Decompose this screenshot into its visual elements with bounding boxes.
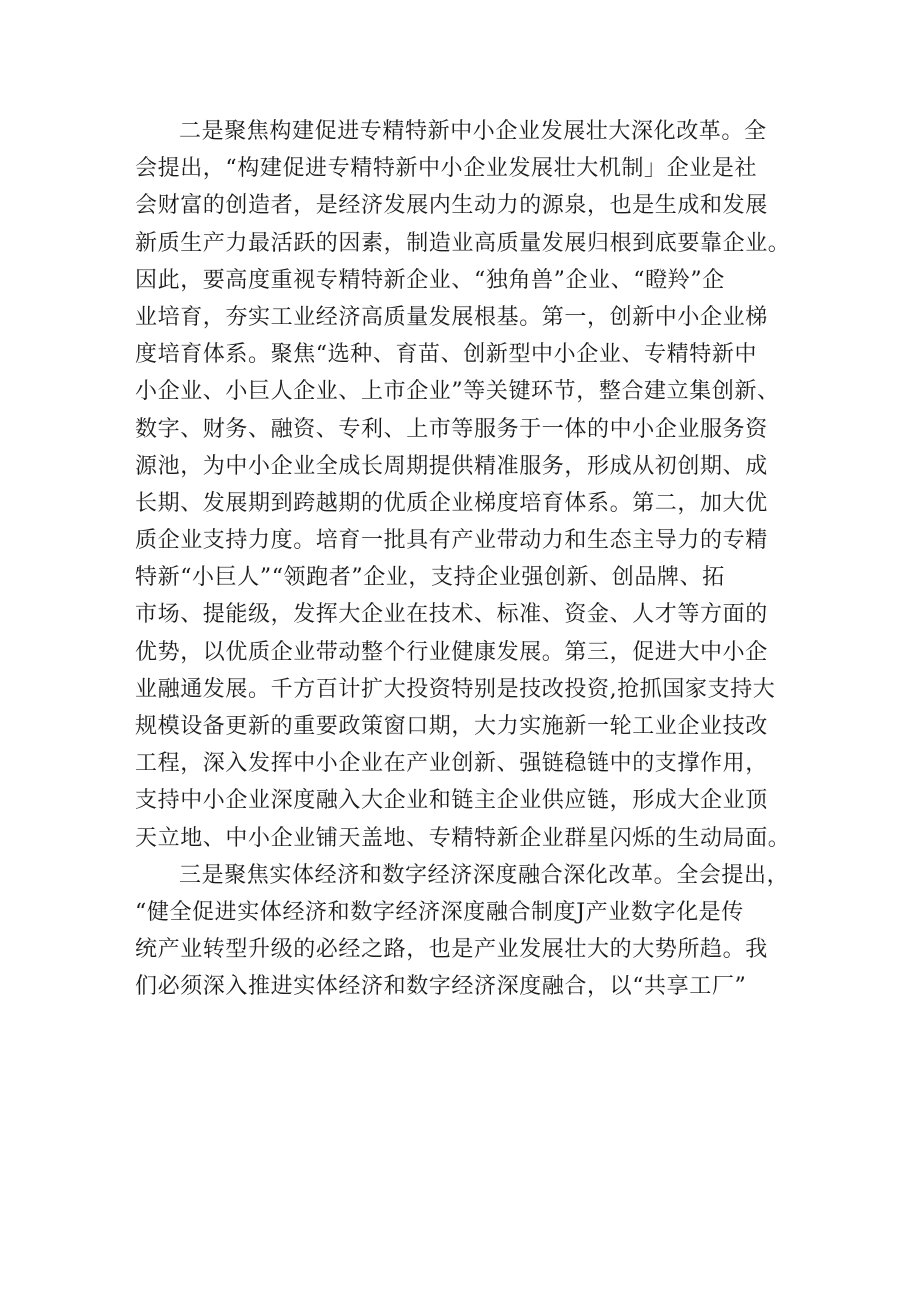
paragraph-line: 市场、提能级，发挥大企业在技术、标准、资金、人才等方面的 [135,602,768,628]
paragraph-line: 质企业支持力度。培育一批具有产业带动力和生态主导力的专精 [135,528,768,554]
paragraph-line: 特新“小巨人”“领跑者”企业，支持企业强创新、创品牌、拓 [135,565,725,591]
paragraph-line: 因此，要高度重视专精特新企业、“独角兽”企业、“瞪羚”企 [135,267,725,293]
paragraph-line: 小企业、小巨人企业、上市企业”等关键环节，整合建立集创新、 [135,379,780,405]
paragraph-line: 新质生产力最活跃的因素，制造业高质量发展归根到底要靠企业。 [135,230,791,256]
paragraph-line: 业培育，夯实工业经济高质量发展根基。第一，创新中小企业梯 [135,304,768,330]
paragraph-line: 三是聚焦实体经济和数字经济深度融合深化改革。全会提出， [179,862,790,888]
paragraph-line: 规模设备更新的重要政策窗口期，大力实施新一轮工业企业技改 [135,714,768,739]
paragraph-line: 会财富的创造者，是经济发展内生动力的源泉，也是生成和发展 [135,193,768,219]
paragraph-line: 长期、发展期到跨越期的优质企业梯度培育体系。第二，加大优 [135,490,768,516]
paragraph-line: 们必须深入推进实体经济和数字经济深度融合，以“共享工厂” [135,974,747,1000]
body-text [135,113,800,1006]
paragraph-line: “健全促进实体经济和数字经济深度融合制度J产业数字化是传 [135,899,744,925]
paragraph-line: 支持中小企业深度融入大企业和链主企业供应链，形成大企业顶 [135,788,768,814]
paragraph-line: 度培育体系。聚焦“选种、育苗、创新型中小企业、专精特新中 [135,342,758,368]
paragraph-line: 统产业转型升级的必经之路，也是产业发展壮大的大势所趋。我 [135,937,768,963]
paragraph-line: 天立地、中小企业铺天盖地、专精特新企业群星闪烁的生动局面。 [135,825,791,851]
paragraph-line: 数字、财务、融资、专利、上市等服务于一体的中小企业服务资 [135,416,768,442]
paragraph-line: 会提出，“构建促进专精特新中小企业发展壮大机制」企业是社 [135,156,758,182]
paragraph-line: 工程，深入发挥中小企业在产业创新、强链稳链中的支撑作用， [135,751,768,777]
paragraph-line: 业融通发展。千方百计扩大投资特别是技改投资,抢抓国家支持大 [135,676,776,702]
paragraph-line: 优势，以优质企业带动整个行业健康发展。第三，促进大中小企 [135,639,768,665]
paragraph-line: 源池，为中小企业全成长周期提供精准服务，形成从初创期、成 [135,453,768,479]
paragraph-line: 二是聚焦构建促进专精特新中小企业发展壮大深化改革。全 [179,119,767,144]
